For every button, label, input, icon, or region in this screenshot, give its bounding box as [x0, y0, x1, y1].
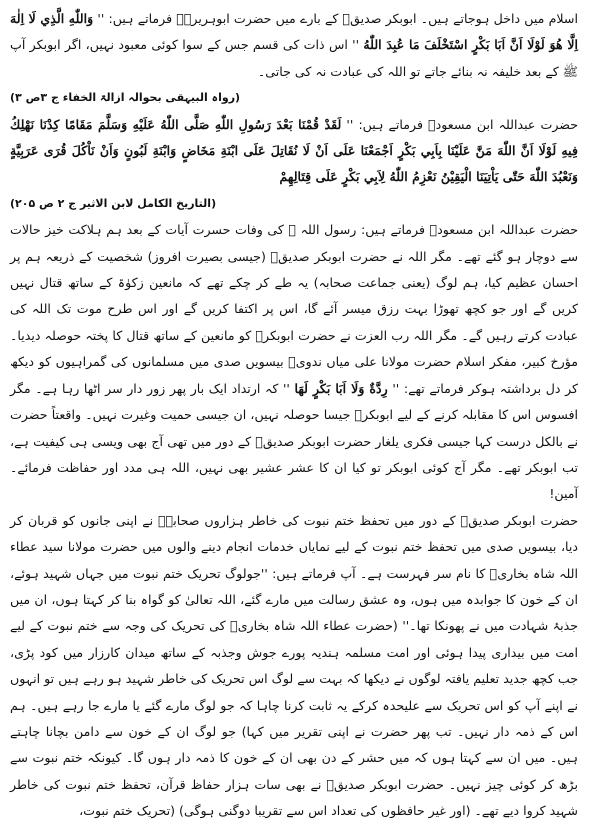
- paragraph-abu-hurairah-quote: [10, 6, 578, 112]
- arabic-quote: رِدَّةٌ وَلَا اَبَا بَكْرٍ لَهَا: [294, 380, 388, 396]
- paragraph-text: حضرت ابوبکر صدیقؓ کے دور میں تحفظ ختم نبوت کی خاطر ہزاروں صحابہؓ نے اپنی جانوں کو قربان کر دیا، بیسویں صدی میں تحفظ ختم نبوت کے لیے نمایاں خدمات انجام دینے والوں میں حضرت مولانا سید عطاء اللہ شاہ بخاریؒ کا نام سر فہرست ہے۔ آپ فرماتے ہیں: ''جولوگ تحریک ختم نبوت میں جہاں شہید ہوئے، ان کے خون کا جوابدہ میں ہوں، وہ عشق رسالت میں مارے گئے، اللہ تعالیٰ کو گواہ بنا کر کہتا ہوں، ان میں جذبۂ شہادت میں نے پھونکا تھا۔'' (حضرت عطاء اللہ شاہ بخاریؒ کی تحریک کی وجہ سے ختم نبوت کے لیے امت میں بیداری پیدا ہوئی اور امت مسلمہ ہندیہ پورے جوش وجذبہ کے ساتھ میدان کارزار میں کود پڑی، جب کچھ جدید تعلیم یافتہ لوگوں نے دیکھا کہ بہت سے لوگ اس تحریک کی خاطر شہید ہو رہے ہیں تو انہوں نے اپنے آپ کو اس تحریک سے علیحدہ کرکے یہ ثابت کرنا چاہا کہ جو لوگ مارے گئے یا مارے جا رہے ہیں۔ ہم اس کے ذمہ دار نہیں۔ تب پھر حضرت نے اپنی تقریر میں کہا) جو لوگ ان کے خون سے دامن بچانا چاہتے ہیں۔ میں ان سے کہتا ہوں کہ میں حشر کے دن بھی ان کے خون کا ذمہ دار ہوں گا۔ کیونکہ ختم نبوت سے بڑھ کر کوئی چیز نہیں۔ حضرت ابوبکر صدیقؓ نے بھی سات ہزار حفاظ قرآن، تحفظ ختم نبوت کی خاطر شہید کروا دیے تھے۔ (اور غیر حافظوں کی تعداد اس سے تقریبا دوگنی ہوگی) (تحریک ختم نبوت،: [10, 512, 578, 819]
- paragraph-text: حضرت عبداللہ ابن مسعودؓ فرماتے ہیں: رسول اللہ ﷺ کی وفات حسرت آیات کے بعد ہم ہلاکت خیز حالات سے دوچار ہو گئے تھے۔ مگر اللہ نے حضرت ابوبکر صدیقؓ (جیسی بصیرت افروز) شخصیت کے ذریعہ ہم پر احسان عظیم کیا، ہم لوگ (یعنی جماعت صحابہ) یہ طے کر چکے تھے کہ مانعین زکوٰۃ کے ساتھ قتال نہیں کریں گے اور جو کچھ تھوڑا بہت رزق میسر آئے گا، اس پر اکتفا کریں گے اور اس طرح موت تک اللہ کی عبادت کرتے رہیں گے۔ مگر اللہ رب العزت نے حضرت ابوبکرؓ کو مانعین کے ساتھ قتال کا پختہ حوصلہ دیدیا۔ مؤرخ کبیر، مفکر اسلام حضرت مولانا علی میاں ندویؒ بیسویں صدی میں مسلمانوں کی گمراہیوں کو دیکھ کر دل برداشتہ ہوکر فرماتے تھے: '': [10, 222, 579, 396]
- paragraph-text: '' اس ذات کی قسم جس کے سوا کوئی معبود نہیں، اگر ابوبکر آپ ﷺ کے بعد خلیفہ نہ بنائے جاتے تو اللہ کی عبادت نہ کی جاتی۔: [10, 37, 578, 79]
- arabic-quote: لَقَدْ قُمْنَا بَعْدَ رَسُولِ اللّٰهِ صَلَّى اللّٰهُ عَلَيْهِ وَسَلَّمَ مَقَامًا كِدْنَا نَهْلِكُ فِيهِ لَوْلَا اَنَّ اللّٰهَ مَنَّ عَلَيْنَا بِاَبِي بَكْرٍ اَجْمَعْنَا عَلَى اَنْ لَا نُقَاتِلَ عَلَى ابْنَةِ مَخَاضٍ وَابْنَةِ لَبُونٍ وَاَنْ نَاْكُلَ قُرَى عَرَبِيَّةٍ وَنَعْبُدَ اللّٰهَ حَتّٰى يَاْتِيَنَا الْيَقِيْنُ نَعْزِمُ اللّٰهُ لِاَبِي بَكْرٍ عَلَى قِتَالِهِمْ: [10, 116, 578, 185]
- arabic-quote: وَاللّٰهِ الَّذِي لَا اِلٰهَ اِلَّا هُوَ لَوْلَا اَنَّ اَبَا بَكْرٍ اسْتَخْلَفَ مَا عُبِدَ اللّٰهُ: [10, 11, 578, 53]
- paragraph-text: حضرت عبداللہ ابن مسعودؓ فرماتے ہیں: '': [346, 116, 578, 132]
- reference-citation: (التاریخ الکامل لابن الاثیر ج ۲ ص ۲۰۵): [10, 196, 217, 210]
- paragraph-khatm-e-nabuwat: [10, 508, 578, 825]
- reference-citation: (رواہ البیہقی بحوالہ ازالۃ الخفاء ج ۳ص ۳): [10, 91, 241, 105]
- paragraph-text: '' کہ ارتداد ایک بار پھر زور دار سر اٹھا رہا ہے۔ مگر افسوس اس کا مقابلہ کرنے کے لیے ابوبکرؓ جیسا حوصلہ نہیں، ان جیسی حمیت وغیرت نہیں۔ واقعتاً حضرت نے بالکل درست کہا جیسی فکری یلغار حضرت ابوبکر صدیقؓ کے دور میں تھی آج بھی ویسی ہی کیفیت ہے، تب ابوبکر تھے۔ مگر آج کوئی ابوبکر تو کیا ان کا عشر عشیر بھی نہیں، اللہ ہی مدد اور حفاظت فرمائے۔ آمین!: [10, 380, 578, 502]
- paragraph-ibn-masud-translation: [10, 217, 578, 507]
- paragraph-ibn-masud-arabic: [10, 112, 578, 218]
- paragraph-text: اسلام میں داخل ہوجاتے ہیں۔ ابوبکر صدیقؓ کے بارے میں حضرت ابوہریرہؓ فرماتے ہیں: '': [97, 11, 578, 26]
